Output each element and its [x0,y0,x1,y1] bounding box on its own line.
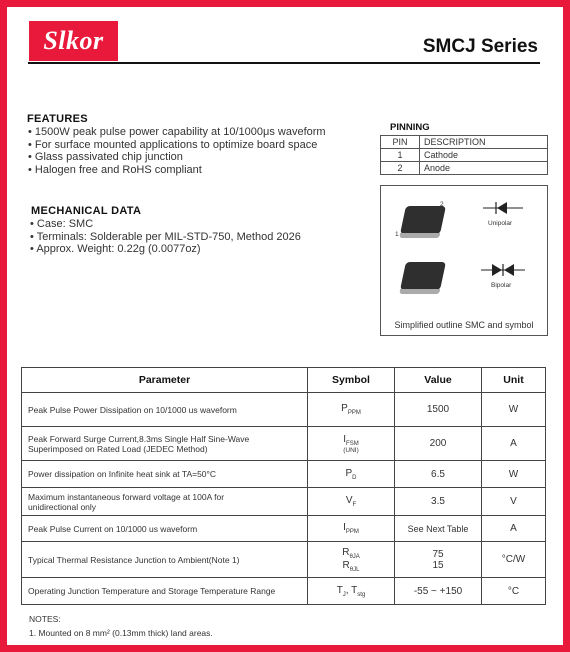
symbol-subscript: FSM [346,440,359,447]
parameter-text: Maximum instantaneous forward voltage at 100A for [28,491,225,502]
mechanical-item: • Terminals: Solderable per MIL-STD-750, Method 2026 [30,231,301,244]
parameter-cell [22,488,308,516]
symbol-note: (UNI) [343,446,359,454]
parameter-cell: Typical Thermal Resistance Junction to Ambient(Note 1) [22,542,308,578]
header-rule [28,62,540,64]
symbol-header: Symbol [308,368,395,393]
pin-number: 2 [381,162,420,175]
unit-cell: W [482,461,546,488]
unipolar-label: Unipolar [488,220,513,227]
table-row [22,488,546,516]
table-row [381,162,548,175]
symbol-subscript: PPM [345,529,359,535]
parameter-text-line2: Superimposed on Rated Load (JEDEC Method) [28,443,208,454]
value-text-2: 15 [432,559,444,571]
notes-title: NOTES: [29,614,61,624]
symbol-subscript-2: stg [357,591,366,598]
mechanical-list [30,218,301,256]
table-row [381,149,548,162]
parameter-cell [22,393,308,427]
value-text: 75 [432,548,444,560]
value-cell: 1500 [395,393,482,427]
brand-logo: Slkor [29,21,118,61]
parameter-text: Peak Pulse Power Dissipation on 10/1000 us waveform [28,404,237,415]
parameter-cell: Operating Junction Temperature and Storage Temperature Range [22,578,308,605]
outline-caption: Simplified outline SMC and symbol [394,320,534,330]
feature-item: • For surface mounted applications to optimize board space [28,139,326,152]
pin-description: Anode [420,162,548,175]
symbol-text: P [345,467,353,479]
pin-number: 1 [381,149,420,162]
table-row [22,393,546,427]
smc-package-image-bipolar [400,262,446,290]
unit-cell: V [482,488,546,516]
unit-cell: W [482,393,546,427]
table-row [22,542,546,578]
features-list [28,126,326,176]
symbol-subscript: PPM [347,410,361,416]
table-row [22,427,546,461]
unit-cell: A [482,427,546,461]
parameter-header: Parameter [22,368,308,393]
pin2-label: 2 [440,201,444,208]
symbol-text: P [341,403,348,414]
value-cell: -55 ~ +150 [395,578,482,605]
package-outline-box [380,185,548,336]
parameter-cell [22,427,308,461]
symbol-cell [308,461,395,488]
symbol-subscript: F [352,502,357,508]
unit-cell: °C [482,578,546,605]
symbol-text-2: , T [345,584,358,596]
mechanical-item: • Case: SMC [30,218,301,231]
note-item: 1. Mounted on 8 mm² (0.13mm thick) land areas. [29,628,213,638]
symbol-subscript-2: θJL [349,566,360,573]
symbol-cell [308,488,395,516]
symbol-text: I [343,433,347,445]
symbol-subscript: J [342,591,346,598]
parameter-text: Peak Forward Surge Current,8.3ms Single Half Sine-Wave [28,433,250,444]
symbol-cell [308,516,395,542]
bipolar-label: Bipolar [491,282,512,289]
params-header-row [22,368,546,393]
symbol-cell [308,542,395,578]
symbol-text: V [345,495,353,506]
series-title: SMCJ Series [422,36,538,57]
unit-cell: A [482,516,546,542]
unit-cell: °C/W [482,542,546,578]
notes-section [29,612,213,640]
feature-item: • Glass passivated chip junction [28,151,326,164]
pin-header: PIN [381,136,420,149]
symbol-subscript: θJA [349,553,360,560]
value-header: Value [395,368,482,393]
parameter-cell: Power dissipation on Infinite heat sink at TA=50°C [22,461,308,488]
symbol-text-2: R [342,559,350,571]
pinning-header-row [381,136,548,149]
symbol-cell [308,393,395,427]
parameter-cell: Peak Pulse Current on 10/1000 us waveform [22,516,308,542]
mechanical-item: • Approx. Weight: 0.22g (0.0077oz) [30,243,301,256]
symbol-text: R [342,546,350,558]
pinning-table [380,135,548,175]
value-cell: 200 [395,427,482,461]
table-row [22,461,546,488]
symbol-cell [308,578,395,605]
mechanical-title: MECHANICAL DATA [31,205,142,217]
symbol-text: I [343,522,346,533]
value-cell: See Next Table [395,516,482,542]
symbol-text: T [336,584,343,596]
value-cell: 3.5 [395,488,482,516]
unit-header: Unit [482,368,546,393]
table-row [22,578,546,605]
description-header: DESCRIPTION [420,136,548,149]
bipolar-diode-symbol [481,261,525,279]
parameter-text-line2: unidirectional only [28,501,97,512]
symbol-cell [308,427,395,461]
symbol-subscript: D [352,474,357,481]
smc-package-image [400,206,446,234]
pinning-title: PINNING [390,122,430,133]
pin-description: Cathode [420,149,548,162]
value-cell: 6.5 [395,461,482,488]
parameters-table [21,367,546,605]
pin1-label: 1 [395,231,399,238]
table-row [22,516,546,542]
value-cell [395,542,482,578]
feature-item: • Halogen free and RoHS compliant [28,164,326,177]
feature-item: • 1500W peak pulse power capability at 10/1000μs waveform [28,126,326,139]
features-title: FEATURES [27,113,88,125]
unipolar-diode-symbol [483,199,523,217]
